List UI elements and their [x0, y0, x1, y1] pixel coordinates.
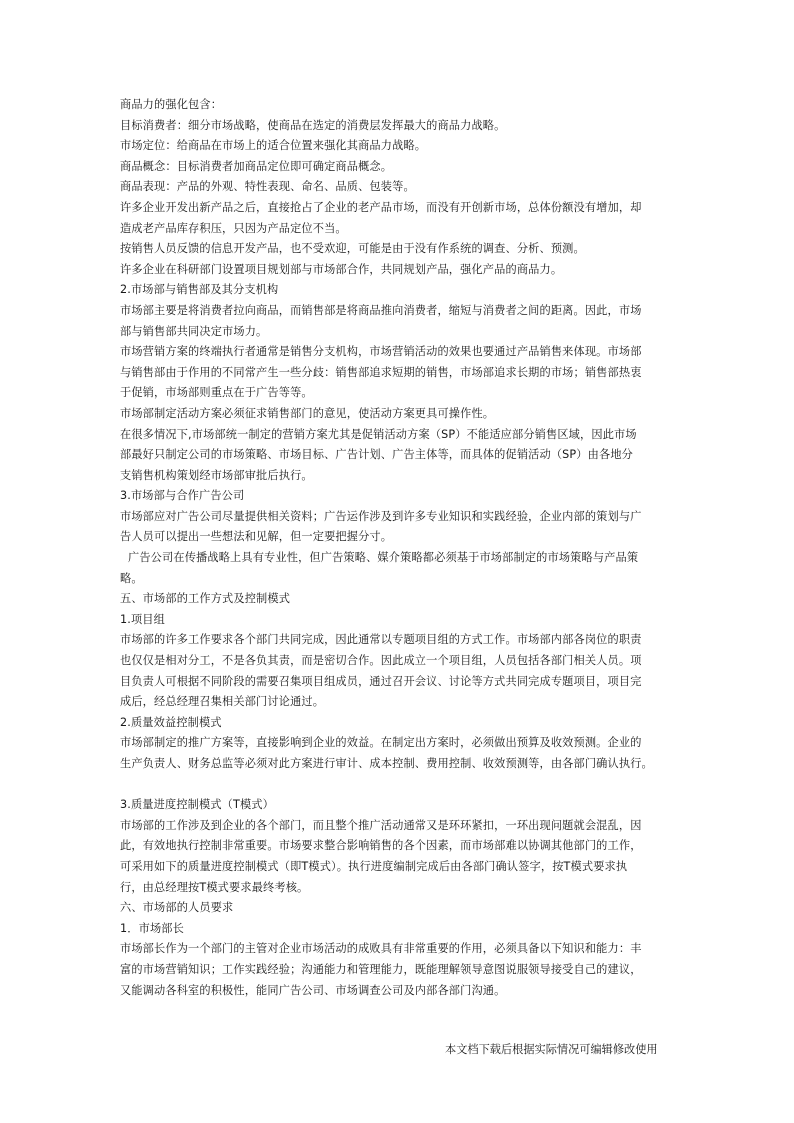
- page-footer: 本文档下载后根据实际情况可编辑修改使用: [445, 1043, 658, 1056]
- paragraph-line: 成后，经总经理召集相关部门讨论通过。: [120, 695, 325, 709]
- section-heading: 2.质量效益控制模式: [120, 715, 222, 729]
- paragraph-line: 目负责人可根据不同阶段的需要召集项目组成员，通过召开会议、讨论等方式共同完成专题项目，项目完: [120, 674, 642, 688]
- paragraph-line: 市场部应对广告公司尽量提供相关资料；广告运作涉及到许多专业知识和实践经验，企业内部的策划与广: [120, 509, 642, 523]
- paragraph-line: 可采用如下的质量进度控制模式（即T模式）。执行进度编制完成后由各部门确认签字，按T模式要求执: [120, 859, 628, 873]
- paragraph-line: 市场部制定的推广方案等，直接影响到企业的效益。在制定出方案时，必须做出预算及收效预测。企业的: [120, 736, 642, 750]
- paragraph-line: 市场部长作为一个部门的主管对企业市场活动的成败具有非常重要的作用，必须具备以下知识和能力：丰: [120, 942, 642, 956]
- paragraph-line: 部与销售部共同决定市场力。: [120, 324, 268, 338]
- paragraph-line: 富的市场营销知识；工作实践经验；沟通能力和管理能力，既能理解领导意图说服领导接受自己的建议，: [120, 962, 642, 976]
- paragraph-line: 部最好只制定公司的市场策略、市场目标、广告计划、广告主体等，而具体的促销活动（SP）由各地分: [120, 448, 634, 462]
- paragraph-line: 支销售机构策划经市场部审批后执行。: [120, 468, 313, 482]
- paragraph-line: 生产负责人、财务总监等必须对此方案进行审计、成本控制、费用控制、收效预测等，由各部门确认执行。: [120, 757, 653, 770]
- section-heading: 3.市场部与合作广告公司: [120, 489, 245, 503]
- paragraph-line: 市场营销方案的终端执行者通常是销售分支机构，市场营销活动的效果也要通过产品销售来体现。市场部: [120, 345, 642, 359]
- section-heading: 2.市场部与销售部及其分支机构: [120, 283, 279, 297]
- paragraph-line: 行，由总经理按T模式要求最终考核。: [120, 880, 309, 894]
- paragraph-line: 略。: [120, 571, 143, 585]
- paragraph-line: 市场部主要是将消费者拉向商品，而销售部是将商品推向消费者，缩短与消费者之间的距离。因此，市场: [120, 303, 642, 317]
- paragraph-line: 在很多情况下,市场部统一制定的营销方案尤其是促销活动方案（SP）不能适应部分销售区域，因此市场: [120, 427, 637, 441]
- paragraph-line: 许多企业开发出新产品之后，直接抢占了企业的老产品市场，而没有开创新市场，总体份额没有增加，却: [120, 200, 642, 214]
- paragraph-line: 目标消费者：细分市场战略，使商品在选定的消费层发挥最大的商品力战略。: [120, 118, 506, 132]
- section-heading: 3.质量进度控制模式（T模式）: [120, 798, 275, 812]
- document-body: [120, 95, 680, 1001]
- paragraph-line: 商品力的强化包含：: [120, 98, 223, 111]
- paragraph-line: 市场部的工作涉及到企业的各个部门，而且整个推广活动通常又是环环紧扣，一环出现问题就会混乱，因: [120, 818, 642, 832]
- paragraph-line: 按销售人员反馈的信息开发产品，也不受欢迎，可能是由于没有作系统的调查、分析、预测。: [120, 242, 585, 256]
- paragraph-line: 又能调动各科室的积极性，能同广告公司、市场调查公司及内部各部门沟通。: [120, 983, 506, 997]
- section-heading: 1．市场部长: [120, 921, 184, 935]
- paragraph-line: 也仅仅是相对分工，不是各负其责，而是密切合作。因此成立一个项目组，人员包括各部门相关人员。项: [120, 654, 642, 668]
- paragraph-line: 许多企业在科研部门设置项目规划部与市场部合作，共同规划产品，强化产品的商品力。: [120, 262, 563, 276]
- paragraph-line: 市场部的许多工作要求各个部门共同完成，因此通常以专题项目组的方式工作。市场部内部各岗位的职责: [120, 633, 642, 647]
- paragraph-line: 造成老产品库存积压，只因为产品定位不当。: [120, 221, 347, 235]
- section-heading: 1.项目组: [120, 612, 165, 626]
- chapter-heading: 六、市场部的人员要求: [120, 901, 234, 915]
- paragraph-line: 广告公司在传播战略上具有专业性，但广告策略、媒介策略都必须基于市场部制定的市场策略与产品策: [128, 551, 639, 565]
- paragraph-line: 市场部制定活动方案必须征求销售部门的意见，使活动方案更具可操作性。: [120, 406, 495, 420]
- paragraph-line: 与销售部由于作用的不同常产生一些分歧：销售部追求短期的销售，市场部追求长期的市场；销售部热衷: [120, 365, 642, 379]
- blank-line: [120, 775, 680, 796]
- paragraph-line: 市场定位：给商品在市场上的适合位置来强化其商品力战略。: [120, 139, 427, 153]
- paragraph-line: 商品表现：产品的外观、特性表现、命名、品质、包装等。: [120, 180, 415, 194]
- paragraph-line: 商品概念：目标消费者加商品定位即可确定商品概念。: [120, 159, 393, 173]
- paragraph-line: 此，有效地执行控制非常重要。市场要求整合影响销售的各个因素，而市场部难以协调其他部门的工作，: [120, 839, 642, 853]
- chapter-heading: 五、市场部的工作方式及控制模式: [120, 592, 291, 606]
- paragraph-line: 告人员可以提出一些想法和见解，但一定要把握分寸。: [120, 530, 393, 544]
- paragraph-line: 于促销，市场部则重点在于广告等等。: [120, 386, 313, 400]
